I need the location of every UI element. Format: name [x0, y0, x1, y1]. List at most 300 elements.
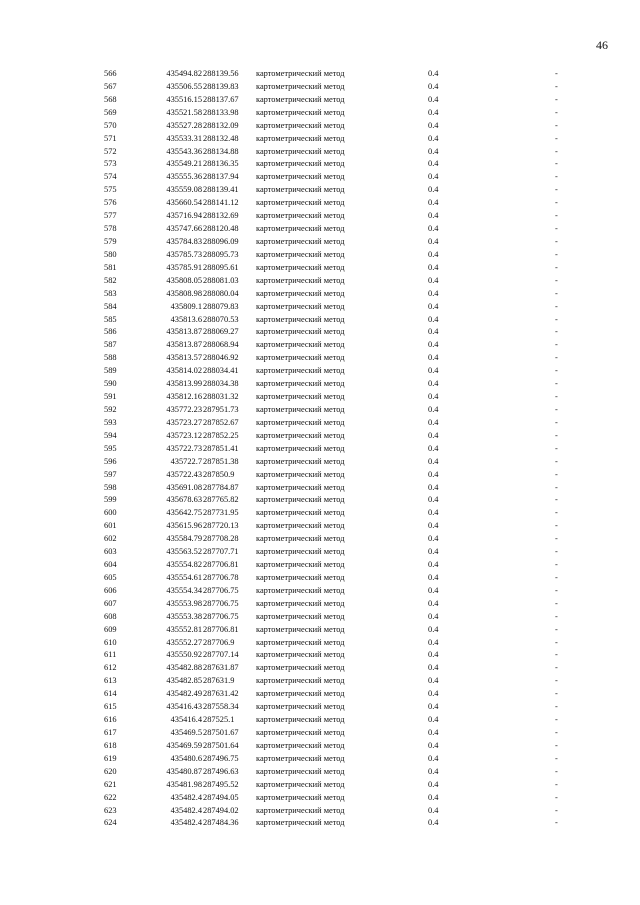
accuracy-value: 0.4	[428, 172, 439, 182]
table-row	[0, 391, 640, 404]
note-dash: -	[555, 81, 558, 91]
y-coordinate: 288137.67	[203, 94, 239, 104]
accuracy-value: 0.4	[428, 392, 439, 402]
accuracy-value: 0.4	[428, 185, 439, 195]
note-dash: -	[555, 456, 558, 466]
accuracy-value: 0.4	[428, 728, 439, 738]
point-number: 624	[104, 818, 117, 828]
note-dash: -	[555, 650, 558, 660]
table-row	[0, 559, 640, 572]
method-text: картометрический метод	[256, 146, 345, 156]
y-coordinate: 287706.75	[203, 598, 239, 608]
x-coordinate: 435543.36	[166, 146, 202, 156]
note-dash: -	[555, 818, 558, 828]
x-coordinate: 435521.58	[166, 107, 202, 117]
method-text: картометрический метод	[256, 676, 345, 686]
method-text: картометрический метод	[256, 327, 345, 337]
method-text: картометрический метод	[256, 650, 345, 660]
x-coordinate: 435813.87	[166, 327, 202, 337]
point-number: 584	[104, 301, 117, 311]
x-coordinate: 435416.43	[166, 702, 202, 712]
table-row	[0, 585, 640, 598]
y-coordinate: 287708.28	[203, 534, 239, 544]
note-dash: -	[555, 198, 558, 208]
point-number: 610	[104, 637, 117, 647]
table-row	[0, 443, 640, 456]
point-number: 582	[104, 275, 117, 285]
accuracy-value: 0.4	[428, 81, 439, 91]
note-dash: -	[555, 663, 558, 673]
point-number: 604	[104, 560, 117, 570]
table-row	[0, 404, 640, 417]
y-coordinate: 288069.27	[203, 327, 239, 337]
point-number: 567	[104, 81, 117, 91]
note-dash: -	[555, 236, 558, 246]
y-coordinate: 287706.9	[203, 637, 235, 647]
accuracy-value: 0.4	[428, 715, 439, 725]
point-number: 601	[104, 521, 117, 531]
note-dash: -	[555, 366, 558, 376]
table-row	[0, 598, 640, 611]
accuracy-value: 0.4	[428, 249, 439, 259]
note-dash: -	[555, 404, 558, 414]
method-text: картометрический метод	[256, 443, 345, 453]
y-coordinate: 288080.04	[203, 288, 239, 298]
table-row	[0, 275, 640, 288]
point-number: 574	[104, 172, 117, 182]
accuracy-value: 0.4	[428, 159, 439, 169]
table-row	[0, 314, 640, 327]
point-number: 588	[104, 353, 117, 363]
point-number: 569	[104, 107, 117, 117]
table-row	[0, 779, 640, 792]
x-coordinate: 435552.27	[166, 637, 202, 647]
note-dash: -	[555, 211, 558, 221]
y-coordinate: 288141.12	[203, 198, 239, 208]
accuracy-value: 0.4	[428, 521, 439, 531]
y-coordinate: 287558.34	[203, 702, 239, 712]
note-dash: -	[555, 430, 558, 440]
table-row	[0, 482, 640, 495]
y-coordinate: 288070.53	[203, 314, 239, 324]
accuracy-value: 0.4	[428, 275, 439, 285]
page-number: 46	[596, 38, 608, 52]
point-number: 594	[104, 430, 117, 440]
table-row	[0, 520, 640, 533]
x-coordinate: 435516.15	[166, 94, 202, 104]
note-dash: -	[555, 443, 558, 453]
table-row	[0, 624, 640, 637]
accuracy-value: 0.4	[428, 430, 439, 440]
note-dash: -	[555, 224, 558, 234]
point-number: 597	[104, 469, 117, 479]
note-dash: -	[555, 521, 558, 531]
note-dash: -	[555, 779, 558, 789]
table-row	[0, 753, 640, 766]
method-text: картометрический метод	[256, 417, 345, 427]
accuracy-value: 0.4	[428, 637, 439, 647]
x-coordinate: 435808.98	[166, 288, 202, 298]
y-coordinate: 288139.41	[203, 185, 239, 195]
note-dash: -	[555, 572, 558, 582]
method-text: картометрический метод	[256, 495, 345, 505]
x-coordinate: 435554.82	[166, 560, 202, 570]
note-dash: -	[555, 288, 558, 298]
note-dash: -	[555, 702, 558, 712]
table-row	[0, 675, 640, 688]
y-coordinate: 287706.75	[203, 611, 239, 621]
accuracy-value: 0.4	[428, 133, 439, 143]
y-coordinate: 287720.13	[203, 521, 239, 531]
y-coordinate: 288139.56	[203, 69, 239, 78]
note-dash: -	[555, 482, 558, 492]
y-coordinate: 288095.61	[203, 262, 239, 272]
point-number: 621	[104, 779, 117, 789]
table-row	[0, 171, 640, 184]
method-text: картометрический метод	[256, 818, 345, 828]
note-dash: -	[555, 301, 558, 311]
method-text: картометрический метод	[256, 753, 345, 763]
y-coordinate: 287494.05	[203, 792, 239, 802]
accuracy-value: 0.4	[428, 508, 439, 518]
table-row	[0, 766, 640, 779]
y-coordinate: 287852.67	[203, 417, 239, 427]
point-number: 598	[104, 482, 117, 492]
point-number: 583	[104, 288, 117, 298]
point-number: 613	[104, 676, 117, 686]
table-row	[0, 184, 640, 197]
y-coordinate: 288079.83	[203, 301, 239, 311]
table-row	[0, 68, 640, 81]
accuracy-value: 0.4	[428, 702, 439, 712]
y-coordinate: 287851.41	[203, 443, 239, 453]
y-coordinate: 287494.02	[203, 805, 239, 815]
x-coordinate: 435494.82	[166, 69, 202, 78]
accuracy-value: 0.4	[428, 340, 439, 350]
table-row	[0, 146, 640, 159]
method-text: картометрический метод	[256, 779, 345, 789]
accuracy-value: 0.4	[428, 598, 439, 608]
table-row	[0, 572, 640, 585]
table-row	[0, 611, 640, 624]
x-coordinate: 435416.4	[170, 715, 202, 725]
x-coordinate: 435813.6	[170, 314, 202, 324]
table-row	[0, 662, 640, 675]
method-text: картометрический метод	[256, 172, 345, 182]
method-text: картометрический метод	[256, 211, 345, 221]
note-dash: -	[555, 172, 558, 182]
note-dash: -	[555, 353, 558, 363]
note-dash: -	[555, 495, 558, 505]
y-coordinate: 287852.25	[203, 430, 239, 440]
note-dash: -	[555, 792, 558, 802]
method-text: картометрический метод	[256, 301, 345, 311]
x-coordinate: 435480.87	[166, 766, 202, 776]
y-coordinate: 287631.9	[203, 676, 235, 686]
y-coordinate: 287706.81	[203, 560, 239, 570]
point-number: 611	[104, 650, 117, 660]
y-coordinate: 288031.32	[203, 392, 239, 402]
table-row	[0, 533, 640, 546]
method-text: картометрический метод	[256, 585, 345, 595]
point-number: 577	[104, 211, 117, 221]
y-coordinate: 287496.75	[203, 753, 239, 763]
note-dash: -	[555, 766, 558, 776]
y-coordinate: 287851.38	[203, 456, 239, 466]
method-text: картометрический метод	[256, 392, 345, 402]
accuracy-value: 0.4	[428, 560, 439, 570]
point-number: 592	[104, 404, 117, 414]
accuracy-value: 0.4	[428, 766, 439, 776]
accuracy-value: 0.4	[428, 689, 439, 699]
method-text: картометрический метод	[256, 702, 345, 712]
x-coordinate: 435554.61	[166, 572, 202, 582]
note-dash: -	[555, 327, 558, 337]
y-coordinate: 288132.09	[203, 120, 239, 130]
accuracy-value: 0.4	[428, 404, 439, 414]
table-row	[0, 430, 640, 443]
x-coordinate: 435678.63	[166, 495, 202, 505]
point-number: 571	[104, 133, 117, 143]
accuracy-value: 0.4	[428, 198, 439, 208]
x-coordinate: 435549.21	[166, 159, 202, 169]
table-row	[0, 688, 640, 701]
accuracy-value: 0.4	[428, 120, 439, 130]
table-row	[0, 727, 640, 740]
table-row	[0, 494, 640, 507]
point-number: 590	[104, 379, 117, 389]
y-coordinate: 288034.41	[203, 366, 239, 376]
accuracy-value: 0.4	[428, 69, 439, 78]
x-coordinate: 435482.88	[166, 663, 202, 673]
accuracy-value: 0.4	[428, 224, 439, 234]
y-coordinate: 287501.64	[203, 740, 239, 750]
x-coordinate: 435553.98	[166, 598, 202, 608]
note-dash: -	[555, 133, 558, 143]
x-coordinate: 435481.98	[166, 779, 202, 789]
x-coordinate: 435642.75	[166, 508, 202, 518]
table-row	[0, 210, 640, 223]
y-coordinate: 287850.9	[203, 469, 235, 479]
note-dash: -	[555, 120, 558, 130]
accuracy-value: 0.4	[428, 534, 439, 544]
method-text: картометрический метод	[256, 805, 345, 815]
note-dash: -	[555, 689, 558, 699]
x-coordinate: 435527.28	[166, 120, 202, 130]
x-coordinate: 435722.43	[166, 469, 202, 479]
point-number: 620	[104, 766, 117, 776]
point-number: 581	[104, 262, 117, 272]
x-coordinate: 435785.91	[166, 262, 202, 272]
method-text: картометрический метод	[256, 404, 345, 414]
note-dash: -	[555, 740, 558, 750]
y-coordinate: 288139.83	[203, 81, 239, 91]
accuracy-value: 0.4	[428, 379, 439, 389]
y-coordinate: 287496.63	[203, 766, 239, 776]
accuracy-value: 0.4	[428, 94, 439, 104]
method-text: картометрический метод	[256, 288, 345, 298]
y-coordinate: 288096.09	[203, 236, 239, 246]
accuracy-value: 0.4	[428, 753, 439, 763]
table-row	[0, 107, 640, 120]
y-coordinate: 288081.03	[203, 275, 239, 285]
point-number: 603	[104, 547, 117, 557]
x-coordinate: 435482.4	[170, 805, 202, 815]
table-row	[0, 649, 640, 662]
note-dash: -	[555, 417, 558, 427]
note-dash: -	[555, 728, 558, 738]
accuracy-value: 0.4	[428, 314, 439, 324]
accuracy-value: 0.4	[428, 740, 439, 750]
point-number: 617	[104, 728, 117, 738]
x-coordinate: 435482.49	[166, 689, 202, 699]
method-text: картометрический метод	[256, 598, 345, 608]
table-row	[0, 378, 640, 391]
table-row	[0, 469, 640, 482]
method-text: картометрический метод	[256, 275, 345, 285]
note-dash: -	[555, 107, 558, 117]
point-number: 606	[104, 585, 117, 595]
method-text: картометрический метод	[256, 262, 345, 272]
method-text: картометрический метод	[256, 69, 345, 78]
table-row	[0, 120, 640, 133]
point-number: 614	[104, 689, 117, 699]
note-dash: -	[555, 598, 558, 608]
y-coordinate: 288095.73	[203, 249, 239, 259]
method-text: картометрический метод	[256, 624, 345, 634]
note-dash: -	[555, 611, 558, 621]
x-coordinate: 435555.36	[166, 172, 202, 182]
method-text: картометрический метод	[256, 560, 345, 570]
accuracy-value: 0.4	[428, 107, 439, 117]
x-coordinate: 435813.87	[166, 340, 202, 350]
y-coordinate: 287484.36	[203, 818, 239, 828]
note-dash: -	[555, 392, 558, 402]
y-coordinate: 287765.82	[203, 495, 239, 505]
point-number: 580	[104, 249, 117, 259]
method-text: картометрический метод	[256, 766, 345, 776]
method-text: картометрический метод	[256, 715, 345, 725]
y-coordinate: 287784.87	[203, 482, 239, 492]
accuracy-value: 0.4	[428, 469, 439, 479]
method-text: картометрический метод	[256, 663, 345, 673]
table-row	[0, 249, 640, 262]
note-dash: -	[555, 275, 558, 285]
table-row	[0, 740, 640, 753]
accuracy-value: 0.4	[428, 146, 439, 156]
coordinates-table	[0, 68, 640, 830]
note-dash: -	[555, 585, 558, 595]
y-coordinate: 288134.88	[203, 146, 239, 156]
note-dash: -	[555, 805, 558, 815]
accuracy-value: 0.4	[428, 779, 439, 789]
point-number: 599	[104, 495, 117, 505]
point-number: 589	[104, 366, 117, 376]
accuracy-value: 0.4	[428, 547, 439, 557]
y-coordinate: 287631.87	[203, 663, 239, 673]
table-row	[0, 352, 640, 365]
x-coordinate: 435722.73	[166, 443, 202, 453]
accuracy-value: 0.4	[428, 676, 439, 686]
x-coordinate: 435615.96	[166, 521, 202, 531]
point-number: 585	[104, 314, 117, 324]
point-number: 619	[104, 753, 117, 763]
table-row	[0, 507, 640, 520]
accuracy-value: 0.4	[428, 301, 439, 311]
x-coordinate: 435772.23	[166, 404, 202, 414]
x-coordinate: 435784.83	[166, 236, 202, 246]
accuracy-value: 0.4	[428, 443, 439, 453]
note-dash: -	[555, 146, 558, 156]
y-coordinate: 287631.42	[203, 689, 239, 699]
x-coordinate: 435722.7	[170, 456, 202, 466]
method-text: картометрический метод	[256, 224, 345, 234]
method-text: картометрический метод	[256, 133, 345, 143]
note-dash: -	[555, 379, 558, 389]
method-text: картометрический метод	[256, 94, 345, 104]
note-dash: -	[555, 469, 558, 479]
x-coordinate: 435506.55	[166, 81, 202, 91]
note-dash: -	[555, 69, 558, 78]
y-coordinate: 287706.75	[203, 585, 239, 595]
point-number: 622	[104, 792, 117, 802]
table-row	[0, 817, 640, 830]
note-dash: -	[555, 314, 558, 324]
y-coordinate: 288132.48	[203, 133, 239, 143]
x-coordinate: 435482.85	[166, 676, 202, 686]
method-text: картометрический метод	[256, 689, 345, 699]
method-text: картометрический метод	[256, 430, 345, 440]
point-number: 591	[104, 392, 117, 402]
point-number: 570	[104, 120, 117, 130]
accuracy-value: 0.4	[428, 805, 439, 815]
y-coordinate: 288137.94	[203, 172, 239, 182]
table-row	[0, 158, 640, 171]
table-row	[0, 326, 640, 339]
point-number: 605	[104, 572, 117, 582]
table-row	[0, 301, 640, 314]
method-text: картометрический метод	[256, 728, 345, 738]
y-coordinate: 288046.92	[203, 353, 239, 363]
point-number: 578	[104, 224, 117, 234]
accuracy-value: 0.4	[428, 417, 439, 427]
x-coordinate: 435747.66	[166, 224, 202, 234]
note-dash: -	[555, 637, 558, 647]
y-coordinate: 288132.69	[203, 211, 239, 221]
point-number: 608	[104, 611, 117, 621]
method-text: картометрический метод	[256, 249, 345, 259]
x-coordinate: 435469.59	[166, 740, 202, 750]
method-text: картометрический метод	[256, 81, 345, 91]
x-coordinate: 435813.57	[166, 353, 202, 363]
table-row	[0, 546, 640, 559]
method-text: картометрический метод	[256, 120, 345, 130]
method-text: картометрический метод	[256, 547, 345, 557]
method-text: картометрический метод	[256, 198, 345, 208]
point-number: 587	[104, 340, 117, 350]
note-dash: -	[555, 753, 558, 763]
accuracy-value: 0.4	[428, 262, 439, 272]
x-coordinate: 435563.52	[166, 547, 202, 557]
method-text: картометрический метод	[256, 379, 345, 389]
method-text: картометрический метод	[256, 572, 345, 582]
table-row	[0, 701, 640, 714]
y-coordinate: 287707.71	[203, 547, 239, 557]
point-number: 566	[104, 69, 117, 78]
method-text: картометрический метод	[256, 340, 345, 350]
x-coordinate: 435812.16	[166, 392, 202, 402]
point-number: 593	[104, 417, 117, 427]
